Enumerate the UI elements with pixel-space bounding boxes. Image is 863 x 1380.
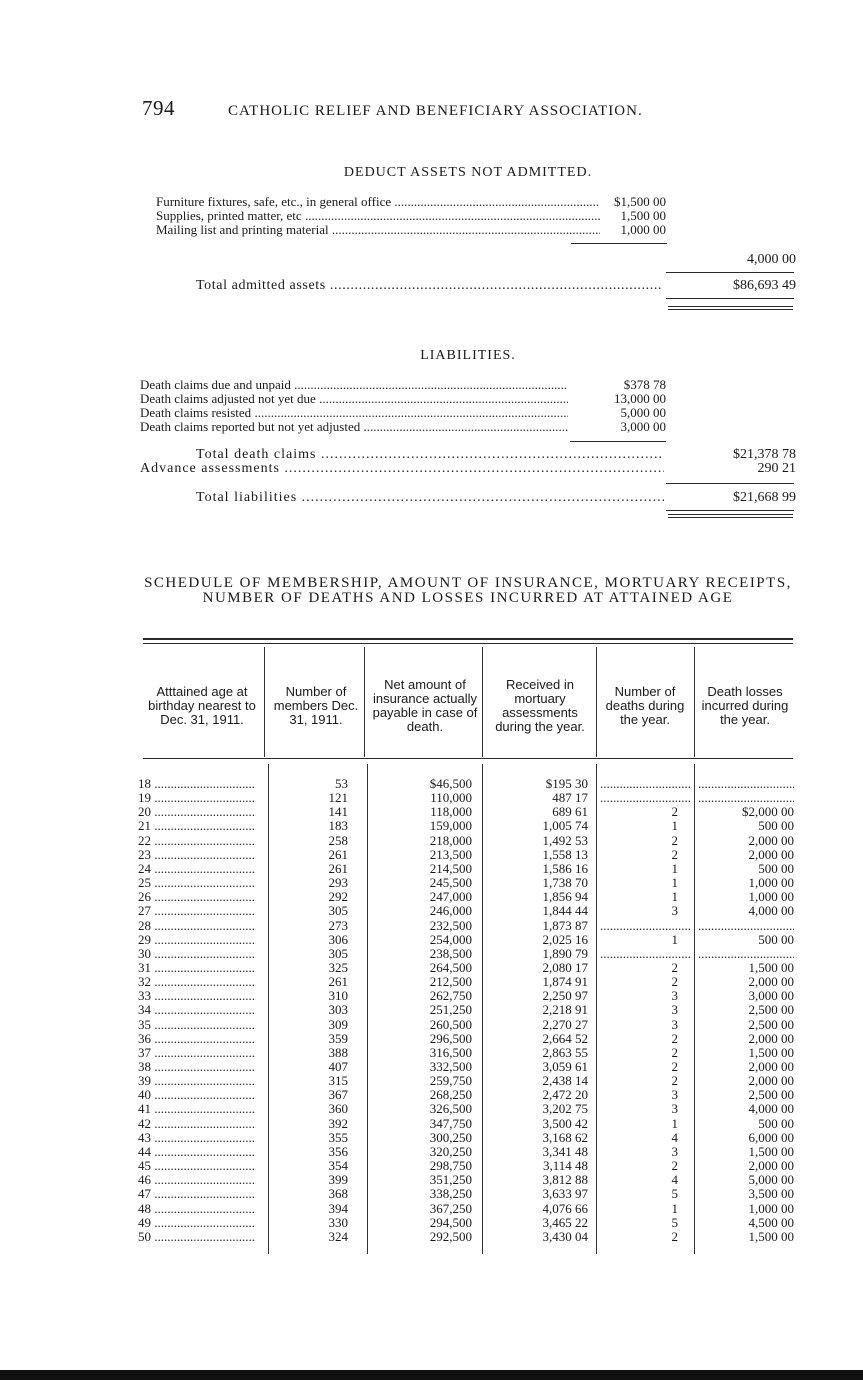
members-cell: 141 xyxy=(328,804,348,820)
insurance-cell: 214,500 xyxy=(429,860,472,876)
deaths-cell: 3 xyxy=(671,988,678,1004)
table-row xyxy=(0,947,863,961)
insurance-cell: 296,500 xyxy=(429,1030,472,1046)
losses-cell: 3,000 00 xyxy=(748,988,794,1004)
deaths-cell: 3 xyxy=(671,1087,678,1103)
column-divider xyxy=(694,647,695,757)
rule xyxy=(668,309,793,310)
deaths-cell: 5 xyxy=(671,1186,678,1202)
insurance-cell: 332,500 xyxy=(429,1059,472,1074)
members-cell: 354 xyxy=(328,1158,348,1174)
received-cell: 1,873 87 xyxy=(542,917,588,933)
members-cell: 392 xyxy=(328,1115,348,1131)
deaths-cell: 3 xyxy=(671,1143,678,1159)
deduct-item-amount: 1,500 00 xyxy=(620,208,666,223)
insurance-cell: 294,500 xyxy=(429,1214,472,1230)
deaths-cell-empty xyxy=(600,919,692,933)
rule xyxy=(666,483,794,484)
insurance-cell: 320,250 xyxy=(429,1143,472,1159)
members-cell: 305 xyxy=(328,903,348,919)
deduct-item-label: Furniture fixtures, safe, etc., in general office ..... xyxy=(156,195,600,209)
age-cell: 46 ..... xyxy=(138,1173,256,1187)
losses-cell: 3,500 00 xyxy=(748,1186,794,1202)
table-row xyxy=(0,805,863,819)
received-cell: 1,890 79 xyxy=(542,945,588,961)
liability-item-label: Death claims due and unpaid ..... xyxy=(140,378,568,392)
members-cell: 305 xyxy=(328,945,348,961)
table-row xyxy=(0,1003,863,1017)
members-cell: 261 xyxy=(328,846,348,862)
liability-item xyxy=(0,406,863,420)
table-row xyxy=(0,1117,863,1131)
received-cell: $195 30 xyxy=(545,776,588,791)
table-row xyxy=(0,819,863,833)
received-cell: 1,844 44 xyxy=(542,903,588,919)
insurance-cell: 232,500 xyxy=(429,917,472,933)
total-death-claims-amount: $21,378 78 xyxy=(733,447,796,462)
insurance-cell: 259,750 xyxy=(429,1073,472,1089)
age-cell: 30 ..... xyxy=(138,947,256,961)
insurance-cell: 238,500 xyxy=(429,945,472,961)
total-liabilities-row xyxy=(0,491,863,505)
losses-cell: $2,000 00 xyxy=(742,804,794,820)
advance-assessments-amount: 290 21 xyxy=(757,461,796,476)
insurance-cell: 246,000 xyxy=(429,903,472,919)
rule xyxy=(668,514,793,515)
liability-item-amount: 13,000 00 xyxy=(614,391,666,406)
deduct-item xyxy=(0,223,863,237)
total-admitted-label: Total admitted assets ..... xyxy=(196,279,662,293)
members-cell: 407 xyxy=(328,1059,348,1074)
received-cell: 3,465 22 xyxy=(542,1214,588,1230)
insurance-cell: 260,500 xyxy=(429,1016,472,1032)
insurance-cell: 338,250 xyxy=(429,1186,472,1202)
column-header-deaths: Number of deaths during the year. xyxy=(605,683,685,727)
insurance-cell: 351,250 xyxy=(429,1172,472,1188)
insurance-cell: $46,500 xyxy=(429,776,472,791)
members-cell: 355 xyxy=(328,1129,348,1145)
total-admitted-row xyxy=(0,279,863,293)
age-cell: 20 ..... xyxy=(138,805,256,819)
insurance-cell: 264,500 xyxy=(429,959,472,975)
table-row xyxy=(0,1046,863,1060)
deaths-cell: 2 xyxy=(671,804,678,820)
received-cell: 3,500 42 xyxy=(542,1115,588,1131)
received-cell: 3,633 97 xyxy=(542,1186,588,1202)
losses-cell: 5,000 00 xyxy=(748,1172,794,1188)
insurance-cell: 347,750 xyxy=(429,1115,472,1131)
insurance-cell: 316,500 xyxy=(429,1044,472,1060)
received-cell: 1,558 13 xyxy=(542,846,588,862)
insurance-cell: 262,750 xyxy=(429,988,472,1004)
age-cell: 32 ..... xyxy=(138,975,256,989)
table-row xyxy=(0,1216,863,1230)
losses-cell: 2,500 00 xyxy=(748,1087,794,1103)
received-cell: 3,430 04 xyxy=(542,1228,588,1244)
total-admitted-amount: $86,693 49 xyxy=(733,278,796,293)
members-cell: 315 xyxy=(328,1073,348,1089)
received-cell: 2,218 91 xyxy=(542,1002,588,1018)
column-divider xyxy=(482,647,483,757)
losses-cell: 500 00 xyxy=(758,931,794,947)
members-cell: 360 xyxy=(328,1101,348,1117)
received-cell: 3,114 48 xyxy=(542,1158,588,1174)
received-cell: 2,863 55 xyxy=(542,1044,588,1060)
advance-assessments-label: Advance assessments ..... xyxy=(140,462,664,476)
table-row xyxy=(0,919,863,933)
losses-cell-empty xyxy=(698,791,794,805)
age-cell: 19 ..... xyxy=(138,791,256,805)
received-cell: 1,874 91 xyxy=(542,974,588,990)
deduct-item xyxy=(0,195,863,209)
table-row xyxy=(0,1173,863,1187)
deaths-cell: 1 xyxy=(671,931,678,947)
members-cell: 258 xyxy=(328,832,348,848)
deaths-cell: 2 xyxy=(671,846,678,862)
age-cell: 47 ..... xyxy=(138,1187,256,1201)
deduct-item-label: Supplies, printed matter, etc ..... xyxy=(156,209,600,223)
members-cell: 303 xyxy=(328,1002,348,1018)
losses-cell: 2,000 00 xyxy=(748,1059,794,1074)
liability-item-amount: $378 78 xyxy=(623,377,666,392)
received-cell: 2,472 20 xyxy=(542,1087,588,1103)
members-cell: 359 xyxy=(328,1030,348,1046)
deaths-cell: 2 xyxy=(671,1073,678,1089)
members-cell: 293 xyxy=(328,875,348,891)
losses-cell: 1,000 00 xyxy=(748,875,794,891)
members-cell: 325 xyxy=(328,959,348,975)
liability-item-label: Death claims adjusted not yet due ..... xyxy=(140,392,568,406)
deaths-cell: 3 xyxy=(671,903,678,919)
insurance-cell: 251,250 xyxy=(429,1002,472,1018)
age-cell: 43 ..... xyxy=(138,1131,256,1145)
losses-cell: 1,000 00 xyxy=(748,889,794,905)
table-row xyxy=(0,1187,863,1201)
age-cell: 25 ..... xyxy=(138,876,256,890)
received-cell: 689 61 xyxy=(552,804,588,820)
table-row xyxy=(0,933,863,947)
losses-cell: 2,500 00 xyxy=(748,1016,794,1032)
table-row xyxy=(0,848,863,862)
deaths-cell: 1 xyxy=(671,818,678,834)
table-row xyxy=(0,961,863,975)
insurance-cell: 298,750 xyxy=(429,1158,472,1174)
losses-cell: 1,500 00 xyxy=(748,1228,794,1244)
received-cell: 1,738 70 xyxy=(542,875,588,891)
deduct-item xyxy=(0,209,863,223)
table-row xyxy=(0,876,863,890)
insurance-cell: 367,250 xyxy=(429,1200,472,1216)
table-row xyxy=(0,989,863,1003)
deaths-cell: 3 xyxy=(671,1016,678,1032)
members-cell: 273 xyxy=(328,917,348,933)
received-cell: 1,586 16 xyxy=(542,860,588,876)
members-cell: 121 xyxy=(328,790,348,806)
age-cell: 40 ..... xyxy=(138,1088,256,1102)
deduct-item-label: Mailing list and printing material ..... xyxy=(156,223,600,237)
advance-assessments-row xyxy=(0,462,863,476)
members-cell: 367 xyxy=(328,1087,348,1103)
losses-cell: 500 00 xyxy=(758,860,794,876)
liability-item xyxy=(0,378,863,392)
losses-cell: 2,000 00 xyxy=(748,846,794,862)
deduct-item-amount: $1,500 00 xyxy=(614,194,666,209)
members-cell: 310 xyxy=(328,988,348,1004)
rule xyxy=(666,298,794,299)
losses-cell-empty xyxy=(698,919,794,933)
table-row xyxy=(0,1102,863,1116)
liability-item-amount: 3,000 00 xyxy=(620,419,666,434)
table-row xyxy=(0,777,863,791)
losses-cell: 2,000 00 xyxy=(748,1158,794,1174)
received-cell: 2,250 97 xyxy=(542,988,588,1004)
age-cell: 22 ..... xyxy=(138,834,256,848)
members-cell: 388 xyxy=(328,1044,348,1060)
received-cell: 3,202 75 xyxy=(542,1101,588,1117)
age-cell: 26 ..... xyxy=(138,890,256,904)
losses-cell: 2,000 00 xyxy=(748,1073,794,1089)
age-cell: 34 ..... xyxy=(138,1003,256,1017)
age-cell: 31 ..... xyxy=(138,961,256,975)
deaths-cell: 1 xyxy=(671,1115,678,1131)
liability-item-label: Death claims resisted ..... xyxy=(140,406,568,420)
page-bottom-edge xyxy=(0,1370,863,1380)
deaths-cell: 2 xyxy=(671,1228,678,1244)
liability-item-amount: 5,000 00 xyxy=(620,405,666,420)
total-death-claims-row xyxy=(0,448,863,462)
members-cell: 324 xyxy=(328,1228,348,1244)
deaths-cell: 4 xyxy=(671,1129,678,1145)
losses-cell: 6,000 00 xyxy=(748,1129,794,1145)
insurance-cell: 110,000 xyxy=(430,790,472,806)
age-cell: 48 ..... xyxy=(138,1202,256,1216)
losses-cell: 500 00 xyxy=(758,1115,794,1131)
deaths-cell: 4 xyxy=(671,1172,678,1188)
received-cell: 4,076 66 xyxy=(542,1200,588,1216)
age-cell: 50 ..... xyxy=(138,1230,256,1244)
losses-cell: 1,500 00 xyxy=(748,959,794,975)
deaths-cell: 1 xyxy=(671,889,678,905)
rule xyxy=(666,510,794,511)
age-cell: 38 ..... xyxy=(138,1060,256,1074)
table-row xyxy=(0,890,863,904)
insurance-cell: 245,500 xyxy=(429,875,472,891)
insurance-cell: 247,000 xyxy=(429,889,472,905)
members-cell: 309 xyxy=(328,1016,348,1032)
members-cell: 261 xyxy=(328,860,348,876)
losses-cell: 1,500 00 xyxy=(748,1044,794,1060)
insurance-cell: 326,500 xyxy=(429,1101,472,1117)
members-cell: 368 xyxy=(328,1186,348,1202)
members-cell: 261 xyxy=(328,974,348,990)
losses-cell: 2,500 00 xyxy=(748,1002,794,1018)
received-cell: 3,059 61 xyxy=(542,1059,588,1074)
running-title: CATHOLIC RELIEF AND BENEFICIARY ASSOCIATION. xyxy=(228,103,643,119)
losses-cell: 2,000 00 xyxy=(748,1030,794,1046)
schedule-title: SCHEDULE OF MEMBERSHIP, AMOUNT OF INSURANCE, MORTUARY RECEIPTS, NUMBER OF DEATHS AND LOSSES INCURRED AT ATTAINED AGE xyxy=(144,575,792,606)
deaths-cell: 1 xyxy=(671,875,678,891)
age-cell: 28 ..... xyxy=(138,919,256,933)
received-cell: 3,812 88 xyxy=(542,1172,588,1188)
table-row xyxy=(0,834,863,848)
rule xyxy=(571,243,667,244)
rule xyxy=(668,306,793,307)
deduct-section-title: DEDUCT ASSETS NOT ADMITTED. xyxy=(343,165,593,180)
losses-cell-empty xyxy=(698,947,794,961)
received-cell: 2,438 14 xyxy=(542,1073,588,1089)
insurance-cell: 218,000 xyxy=(429,832,472,848)
table-row xyxy=(0,975,863,989)
age-cell: 41 ..... xyxy=(138,1102,256,1116)
deaths-cell: 1 xyxy=(671,860,678,876)
insurance-cell: 213,500 xyxy=(429,846,472,862)
members-cell: 394 xyxy=(328,1200,348,1216)
deduct-item-amount: 1,000 00 xyxy=(620,222,666,237)
total-liabilities-amount: $21,668 99 xyxy=(733,490,796,505)
age-cell: 21 ..... xyxy=(138,819,256,833)
table-row xyxy=(0,1131,863,1145)
deaths-cell: 3 xyxy=(671,1002,678,1018)
received-cell: 1,492 53 xyxy=(542,832,588,848)
age-cell: 24 ..... xyxy=(138,862,256,876)
insurance-cell: 268,250 xyxy=(429,1087,472,1103)
losses-cell: 1,000 00 xyxy=(748,1200,794,1216)
total-liabilities-label: Total liabilities ..... xyxy=(196,491,664,505)
table-top-rule xyxy=(143,638,793,640)
liabilities-title: LIABILITIES. xyxy=(420,348,516,363)
insurance-cell: 300,250 xyxy=(429,1129,472,1145)
insurance-cell: 159,000 xyxy=(429,818,472,834)
losses-cell: 500 00 xyxy=(758,818,794,834)
age-cell: 35 ..... xyxy=(138,1018,256,1032)
total-death-claims-label: Total death claims ..... xyxy=(196,448,664,462)
losses-cell: 1,500 00 xyxy=(748,1143,794,1159)
table-top-rule xyxy=(143,643,793,644)
deaths-cell: 1 xyxy=(671,1200,678,1216)
column-divider xyxy=(364,647,365,757)
table-row xyxy=(0,1159,863,1173)
age-cell: 49 ..... xyxy=(138,1216,256,1230)
table-row xyxy=(0,904,863,918)
table-row xyxy=(0,1032,863,1046)
deaths-cell: 2 xyxy=(671,959,678,975)
page-number: 794 xyxy=(142,96,175,120)
received-cell: 2,270 27 xyxy=(542,1016,588,1032)
received-cell: 1,005 74 xyxy=(542,818,588,834)
members-cell: 292 xyxy=(328,889,348,905)
rule xyxy=(668,517,793,518)
received-cell: 1,856 94 xyxy=(542,889,588,905)
deaths-cell-empty xyxy=(600,947,692,961)
deaths-cell: 2 xyxy=(671,832,678,848)
age-cell: 29 ..... xyxy=(138,933,256,947)
deaths-cell: 2 xyxy=(671,974,678,990)
received-cell: 3,168 62 xyxy=(542,1129,588,1145)
age-cell: 33 ..... xyxy=(138,989,256,1003)
received-cell: 2,080 17 xyxy=(542,959,588,975)
losses-cell-empty xyxy=(698,777,794,791)
header-bottom-rule xyxy=(143,758,793,759)
members-cell: 399 xyxy=(328,1172,348,1188)
table-row xyxy=(0,862,863,876)
insurance-cell: 212,500 xyxy=(429,974,472,990)
column-header-losses: Death losses incurred during the year. xyxy=(701,683,789,727)
members-cell: 183 xyxy=(328,818,348,834)
liability-item xyxy=(0,420,863,434)
losses-cell: 4,000 00 xyxy=(748,903,794,919)
losses-cell: 2,000 00 xyxy=(748,974,794,990)
received-cell: 2,664 52 xyxy=(542,1030,588,1046)
deaths-cell: 3 xyxy=(671,1101,678,1117)
age-cell: 27 ..... xyxy=(138,904,256,918)
column-header-received: Received in mortuary assessments during the year. xyxy=(495,676,585,734)
losses-cell: 2,000 00 xyxy=(748,832,794,848)
deaths-cell: 2 xyxy=(671,1158,678,1174)
received-cell: 487 17 xyxy=(552,790,588,806)
age-cell: 37 ..... xyxy=(138,1046,256,1060)
members-cell: 53 xyxy=(335,776,348,791)
table-row xyxy=(0,1018,863,1032)
column-header-members: Number of members Dec. 31, 1911. xyxy=(273,683,359,727)
deaths-cell-empty xyxy=(600,791,692,805)
members-cell: 356 xyxy=(328,1143,348,1159)
column-divider xyxy=(264,647,265,757)
deaths-cell: 2 xyxy=(671,1030,678,1046)
deaths-cell: 2 xyxy=(671,1044,678,1060)
column-header-age: Atttained age at birthday nearest to Dec. 31, 1911. xyxy=(148,683,256,727)
rule xyxy=(570,441,666,442)
table-row xyxy=(0,1088,863,1102)
table-row xyxy=(0,791,863,805)
table-row xyxy=(0,1060,863,1074)
column-header-insurance: Net amount of insurance actually payable in case of death. xyxy=(372,676,478,734)
table-row xyxy=(0,1074,863,1088)
age-cell: 44 ..... xyxy=(138,1145,256,1159)
table-row xyxy=(0,1230,863,1244)
received-cell: 3,341 48 xyxy=(542,1143,588,1159)
column-divider xyxy=(596,647,597,757)
table-row xyxy=(0,1202,863,1216)
insurance-cell: 292,500 xyxy=(429,1228,472,1244)
rule xyxy=(666,272,794,273)
received-cell: 2,025 16 xyxy=(542,931,588,947)
age-cell: 36 ..... xyxy=(138,1032,256,1046)
deaths-cell: 5 xyxy=(671,1214,678,1230)
deaths-cell: 2 xyxy=(671,1059,678,1074)
age-cell: 45 ..... xyxy=(138,1159,256,1173)
deduct-subtotal: 4,000 00 xyxy=(747,252,796,267)
insurance-cell: 254,000 xyxy=(429,931,472,947)
age-cell: 18 ..... xyxy=(138,777,256,791)
liability-item xyxy=(0,392,863,406)
members-cell: 306 xyxy=(328,931,348,947)
losses-cell: 4,000 00 xyxy=(748,1101,794,1117)
age-cell: 23 ..... xyxy=(138,848,256,862)
deaths-cell-empty xyxy=(600,777,692,791)
insurance-cell: 118,000 xyxy=(430,804,472,820)
age-cell: 42 ..... xyxy=(138,1117,256,1131)
members-cell: 330 xyxy=(328,1214,348,1230)
losses-cell: 4,500 00 xyxy=(748,1214,794,1230)
liability-item-label: Death claims reported but not yet adjusted ..... xyxy=(140,420,568,434)
table-row xyxy=(0,1145,863,1159)
age-cell: 39 ..... xyxy=(138,1074,256,1088)
